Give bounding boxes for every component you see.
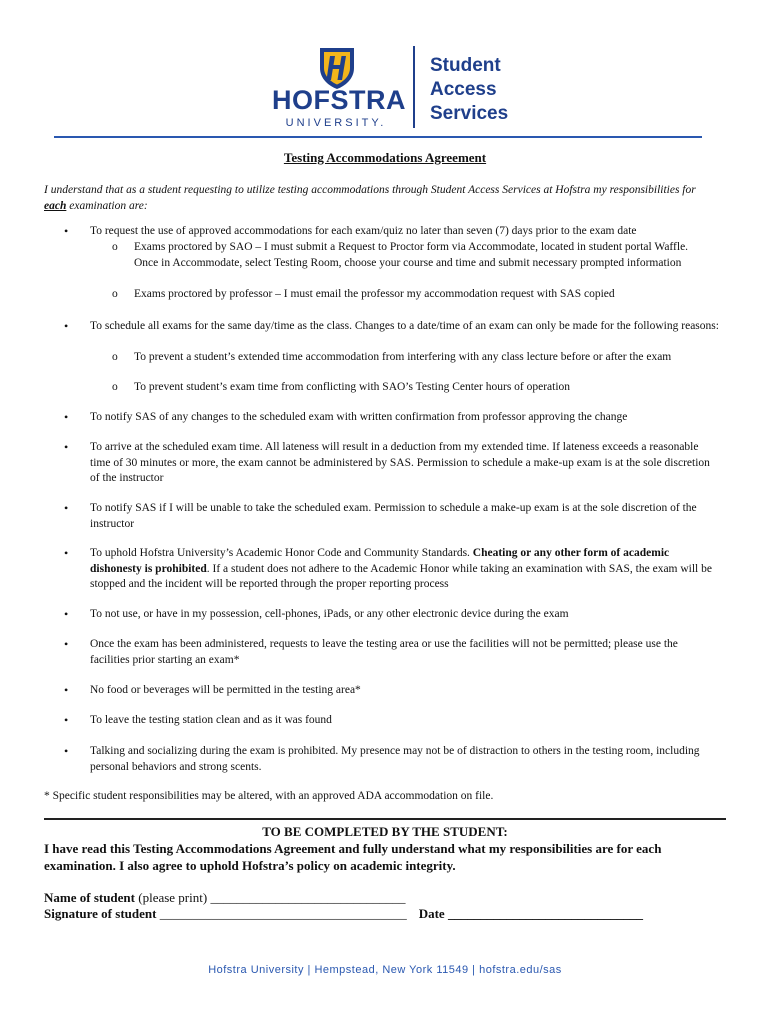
date-field[interactable]: Date ______________________________ xyxy=(418,906,643,921)
footnote: * Specific student responsibilities may be altered, with an approved ADA accommodation on file. xyxy=(44,790,494,802)
name-blank: (please print) ______________________________ xyxy=(135,890,406,905)
letterhead xyxy=(0,40,770,140)
sub-item-text: To prevent student’s exam time from conflicting with SAO’s Testing Center hours of operation xyxy=(134,381,571,393)
item-text: Talking and socializing during the exam is prohibited. My presence may not be of distraction to others in the testing room, including personal behaviors and strong scents. xyxy=(90,745,700,773)
circle-bullet-icon: o xyxy=(112,351,118,363)
item-text: Once the exam has been administered, requests to leave the testing area or use the facilities will not be permitted; please use the facilities prior starting an exam* xyxy=(90,638,678,666)
item-text: To notify SAS if I will be unable to take the scheduled exam. Permission to schedule a make-up exam is at the sole discretion of the instructor xyxy=(90,502,697,530)
intro-text-end: examination are: xyxy=(66,200,148,212)
bullet-icon: • xyxy=(64,713,69,727)
bullet-icon: • xyxy=(64,637,69,651)
logo-top-text: HOFSTRA xyxy=(272,85,406,115)
bullet-icon: • xyxy=(64,501,69,515)
header-rule xyxy=(54,136,702,138)
sub-item-text: Exams proctored by professor – I must email the professor my accommodation request with SAS copied xyxy=(134,288,615,300)
logo-bottom-text: UNIVERSITY. xyxy=(285,117,387,129)
logo-divider xyxy=(413,46,415,128)
document-title: Testing Accommodations Agreement xyxy=(283,150,487,165)
hofstra-shield-icon xyxy=(316,46,358,90)
intro-emphasis: each xyxy=(44,200,67,212)
dept-line-3: Services xyxy=(430,103,509,124)
item-text: To request the use of approved accommodations for each exam/quiz no later than seven (7) days prior to the exam date xyxy=(90,225,637,237)
bullet-icon: • xyxy=(64,683,69,697)
completion-heading: TO BE COMPLETED BY THE STUDENT: xyxy=(262,824,508,839)
signature-field[interactable]: Signature of student ______________________________________ xyxy=(44,906,407,921)
circle-bullet-icon: o xyxy=(112,381,118,393)
student-name-field[interactable] xyxy=(44,890,405,906)
dept-line-1: Student xyxy=(430,55,501,76)
bullet-icon: • xyxy=(64,607,69,621)
circle-bullet-icon: o xyxy=(112,241,118,253)
bullet-icon: • xyxy=(64,319,69,333)
name-label: Name of student xyxy=(44,890,135,905)
signature-row xyxy=(44,906,643,922)
sub-item-text: To prevent a student’s extended time accommodation from interfering with any class lecture before or after the exam xyxy=(134,351,672,363)
item-text: No food or beverages will be permitted in the testing area* xyxy=(90,684,361,696)
bullet-icon: • xyxy=(64,546,69,560)
intro-text: I understand that as a student requesting to utilize testing accommodations through Student Access Services at Hofstra my responsibilities for xyxy=(44,184,696,196)
sub-item-text: Exams proctored by SAO – I must submit a Request to Proctor form via Accommodate, located in student portal Waffle. Once in Accommodate, select Testing Room, choose your course and time and submit necessary prompted information xyxy=(134,241,689,269)
item-text: To notify SAS of any changes to the scheduled exam with written confirmation from professor approving the change xyxy=(90,411,628,423)
item-text: To uphold Hofstra University’s Academic Honor Code and Community Standards. Cheating or any other form of academic dishonesty is prohibited. If a student does not adhere to the Academic Honor while taking an examination with SAS, the exam will be stopped and the incident will be reported through the proper reporting process xyxy=(90,547,712,590)
item-text: To schedule all exams for the same day/time as the class. Changes to a date/time of an exam can only be made for the following reasons: xyxy=(90,320,719,332)
dept-line-2: Access xyxy=(430,79,497,100)
circle-bullet-icon: o xyxy=(112,288,118,300)
intro-paragraph xyxy=(44,182,704,214)
hofstra-wordmark xyxy=(272,85,406,130)
honor-code-warning: Cheating or any other form of academic dishonesty is prohibited xyxy=(90,547,670,575)
agreement-statement: I have read this Testing Accommodations Agreement and fully understand what my responsibilities are for each examination. I also agree to uphold Hofstra’s policy on academic integrity. xyxy=(44,841,662,873)
section-divider xyxy=(44,818,726,820)
bullet-icon: • xyxy=(64,744,69,758)
page-footer: Hofstra University | Hempstead, New York 11549 | hofstra.edu/sas xyxy=(208,964,562,976)
item-text: To not use, or have in my possession, cell-phones, iPads, or any other electronic device during the exam xyxy=(90,608,569,620)
department-name xyxy=(430,54,508,126)
bullet-icon: • xyxy=(64,410,69,424)
item-text: To leave the testing station clean and as it was found xyxy=(90,714,332,726)
item-text: To arrive at the scheduled exam time. All lateness will result in a deduction from my extended time. If lateness exceeds a reasonable time of 30 minutes or more, the exam cannot be administered by SAS. Permission to schedule a make-up exam is at the sole discretion of the instructor xyxy=(90,441,710,484)
bullet-icon: • xyxy=(64,224,69,238)
bullet-icon: • xyxy=(64,440,69,454)
